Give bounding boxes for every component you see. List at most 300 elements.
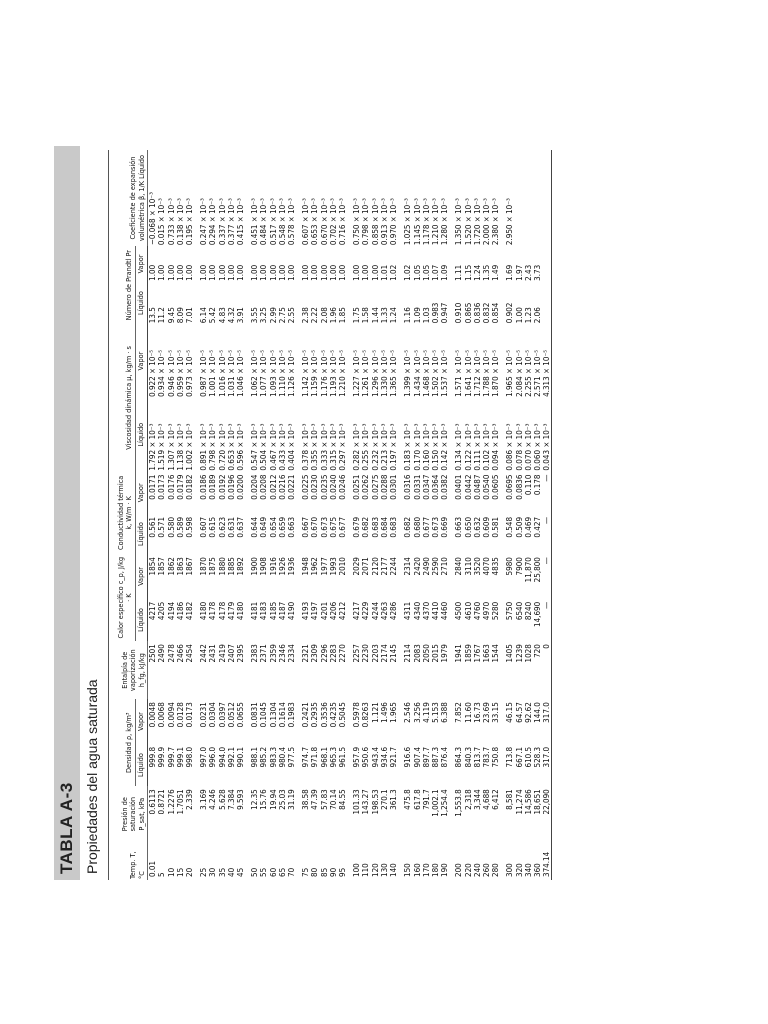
subheader-liquid: Líquido bbox=[135, 599, 147, 641]
cell-k-vapor: 0.0262 bbox=[361, 474, 371, 500]
cell-density-vapor: 1.496 bbox=[379, 702, 389, 723]
table-row bbox=[491, 150, 500, 880]
cell-cp-liquid: 6540 bbox=[514, 601, 524, 621]
cell-cp-vapor: 1862 bbox=[166, 557, 176, 576]
cell-pr-vapor: 3.73 bbox=[532, 264, 542, 281]
cell-temp: 15 bbox=[175, 867, 185, 877]
cell-beta-liquid: 1.350 × 10⁻³ bbox=[454, 198, 464, 246]
cell-density-vapor: 2.546 bbox=[403, 702, 413, 723]
cell-cp-vapor: 2071 bbox=[361, 557, 371, 576]
cell-k-vapor: 0.0316 bbox=[403, 474, 413, 500]
cell-temp: 60 bbox=[268, 867, 278, 877]
cell-pressure: 361.3 bbox=[389, 789, 399, 810]
cell-k-liquid: 0.667 bbox=[301, 516, 311, 538]
cell-k-liquid: 0.683 bbox=[370, 516, 380, 538]
cell-beta-liquid bbox=[542, 150, 552, 246]
table-row bbox=[371, 150, 380, 880]
cell-density-liquid: 713.8 bbox=[505, 746, 515, 768]
cell-mu-liquid: 0.197 × 10⁻³ bbox=[389, 423, 399, 471]
cell-pr-vapor: 1.15 bbox=[463, 264, 473, 281]
cell-enthalpy: 1405 bbox=[505, 644, 515, 663]
cell-pr-liquid: 3.91 bbox=[236, 307, 246, 324]
cell-enthalpy: 2270 bbox=[338, 644, 348, 663]
cell-mu-liquid: 0.891 × 10⁻³ bbox=[199, 423, 209, 471]
cell-enthalpy: 0 bbox=[542, 641, 552, 699]
cell-pr-liquid: 1.75 bbox=[352, 307, 362, 324]
table-row bbox=[167, 150, 176, 880]
cell-k-vapor: 0.0836 bbox=[514, 474, 524, 500]
cell-pressure: 31.19 bbox=[287, 789, 297, 810]
cell-beta-liquid: 0.451 × 10⁻³ bbox=[250, 198, 260, 246]
cell-cp-liquid: 14,690 bbox=[532, 601, 542, 627]
cell-cp-liquid: 4182 bbox=[185, 601, 195, 621]
cell-pr-liquid: 1.33 bbox=[379, 307, 389, 324]
cell-mu-liquid: 0.060 × 10⁻³ bbox=[532, 423, 542, 471]
cell-beta-liquid: 1.280 × 10⁻³ bbox=[440, 198, 450, 246]
cell-beta-liquid bbox=[515, 150, 524, 246]
cell-density-vapor: 144.0 bbox=[532, 702, 542, 723]
cell-beta-liquid: 1.720 × 10⁻³ bbox=[472, 198, 482, 246]
cell-enthalpy: 2383 bbox=[250, 644, 260, 663]
cell-mu-liquid: 1.002 × 10⁻³ bbox=[185, 423, 195, 471]
cell-mu-liquid: 0.122 × 10⁻³ bbox=[463, 423, 473, 471]
cell-cp-vapor: 4835 bbox=[491, 557, 501, 576]
cell-pr-vapor: 2.43 bbox=[523, 264, 533, 281]
header-beta: Coeficiente de expansión volumétrica β, 1/K Líquido bbox=[116, 150, 148, 246]
cell-k-vapor: 0.0695 bbox=[505, 474, 515, 500]
cell-pressure: 19.94 bbox=[268, 789, 278, 810]
cell-pr-vapor: 1.00 bbox=[250, 264, 260, 281]
cell-cp-vapor: 5980 bbox=[505, 557, 515, 576]
cell-temp: 25 bbox=[199, 867, 209, 877]
cell-pr-liquid: 1.00 bbox=[514, 307, 524, 324]
cell-cp-vapor: 1993 bbox=[328, 557, 338, 576]
cell-pressure: 791.7 bbox=[421, 789, 431, 810]
cell-pressure: 101.33 bbox=[352, 789, 362, 815]
cell-pressure: 1.2276 bbox=[166, 789, 176, 815]
cell-cp-vapor: 3520 bbox=[472, 557, 482, 576]
cell-pressure: 84.55 bbox=[338, 789, 348, 810]
cell-enthalpy: 2114 bbox=[403, 644, 413, 663]
cell-pressure: 0.6113 bbox=[148, 789, 158, 815]
cell-temp: 120 bbox=[370, 863, 380, 877]
cell-k-liquid: 0.670 bbox=[310, 516, 320, 538]
cell-beta-liquid: 0.517 × 10⁻³ bbox=[268, 198, 278, 246]
cell-cp-vapor: 1977 bbox=[319, 557, 329, 576]
table-row bbox=[227, 150, 236, 880]
table-row bbox=[413, 150, 422, 880]
cell-mu-vapor: 2.571 × 10⁻⁵ bbox=[532, 349, 542, 397]
table-row bbox=[245, 150, 259, 880]
cell-density-liquid: 934.6 bbox=[379, 746, 389, 768]
cell-pressure: 47.39 bbox=[310, 789, 320, 810]
cell-beta-liquid: 0.702 × 10⁻³ bbox=[328, 198, 338, 246]
cell-cp-vapor: 2010 bbox=[338, 557, 348, 576]
subheader-vapor: Vapor bbox=[135, 554, 147, 599]
cell-temp: 200 bbox=[454, 863, 464, 877]
cell-density-vapor: 0.0397 bbox=[217, 702, 227, 728]
cell-k-liquid: 0.654 bbox=[268, 516, 278, 538]
cell-density-vapor: 0.0831 bbox=[250, 702, 260, 728]
cell-mu-liquid: 0.102 × 10⁻³ bbox=[481, 423, 491, 471]
cell-pr-liquid: 0.832 bbox=[481, 302, 491, 324]
cell-pressure: 14,586 bbox=[523, 789, 533, 815]
cell-cp-liquid: 4206 bbox=[328, 601, 338, 621]
cell-density-liquid: 983.3 bbox=[268, 746, 278, 768]
saturated-water-table bbox=[116, 150, 552, 880]
cell-density-liquid: 667.1 bbox=[514, 746, 524, 768]
cell-density-liquid: 528.3 bbox=[532, 746, 542, 768]
cell-k-liquid: 0.589 bbox=[175, 516, 185, 538]
cell-cp-vapor: 25,800 bbox=[532, 557, 542, 583]
cell-temp: 220 bbox=[463, 863, 473, 877]
cell-cp-liquid: 4193 bbox=[301, 601, 311, 621]
cell-pr-liquid: 1.16 bbox=[403, 307, 413, 324]
cell-density-liquid: 999.8 bbox=[148, 746, 158, 768]
cell-pr-vapor: 1.07 bbox=[430, 264, 440, 281]
table-row bbox=[259, 150, 268, 880]
cell-k-vapor: 0.110 bbox=[523, 474, 533, 496]
cell-pressure: 475.8 bbox=[403, 789, 413, 810]
cell-temp: 10 bbox=[166, 867, 176, 877]
cell-cp-liquid: 4178 bbox=[208, 601, 218, 621]
cell-temp: 180 bbox=[430, 863, 440, 877]
cell-pr-vapor: 1.01 bbox=[379, 264, 389, 281]
cell-cp-liquid: 4186 bbox=[175, 601, 185, 621]
cell-mu-liquid: 0.333 × 10⁻³ bbox=[319, 423, 329, 471]
cell-mu-vapor: 0.987 × 10⁻⁵ bbox=[199, 349, 209, 397]
cell-cp-liquid: 4180 bbox=[199, 601, 209, 621]
cell-cp-vapor: 1875 bbox=[208, 557, 218, 576]
cell-cp-liquid: 4183 bbox=[259, 601, 269, 621]
cell-enthalpy: 1663 bbox=[481, 644, 491, 663]
cell-mu-liquid: 0.596 × 10⁻³ bbox=[236, 423, 246, 471]
cell-pr-vapor: 1.11 bbox=[454, 264, 464, 281]
cell-pr-vapor: 1.02 bbox=[389, 264, 399, 281]
table-row bbox=[473, 150, 482, 880]
cell-beta-liquid: 0.247 × 10⁻³ bbox=[199, 198, 209, 246]
cell-density-vapor: 0.3536 bbox=[319, 702, 329, 728]
cell-density-vapor: 1.121 bbox=[370, 702, 380, 723]
cell-density-vapor: 0.0304 bbox=[208, 702, 218, 728]
cell-density-vapor: 92.62 bbox=[523, 702, 533, 723]
cell-density-liquid: 992.1 bbox=[226, 746, 236, 768]
cell-mu-vapor: 0.959 × 10⁻⁵ bbox=[175, 349, 185, 397]
table-row bbox=[389, 150, 398, 880]
table-row bbox=[533, 150, 542, 880]
cell-cp-vapor: 1870 bbox=[199, 557, 209, 576]
cell-temp: 160 bbox=[412, 863, 422, 877]
cell-enthalpy: 1767 bbox=[472, 644, 482, 663]
cell-enthalpy: 2466 bbox=[175, 644, 185, 663]
cell-pr-vapor: 1.02 bbox=[403, 264, 413, 281]
cell-pr-vapor: 1.24 bbox=[472, 264, 482, 281]
cell-density-vapor: 0.1614 bbox=[277, 702, 287, 728]
cell-cp-liquid: 4370 bbox=[421, 601, 431, 621]
cell-density-vapor: 317.0 bbox=[542, 699, 552, 744]
cell-temp: 374.14 bbox=[542, 842, 552, 880]
cell-pr-liquid: 11.2 bbox=[157, 307, 167, 324]
table-row bbox=[464, 150, 473, 880]
cell-density-liquid: 907.4 bbox=[412, 746, 422, 768]
cell-pr-liquid: 6.14 bbox=[199, 307, 209, 324]
cell-pr-liquid: 0.865 bbox=[463, 302, 473, 324]
cell-density-vapor: 0.1983 bbox=[287, 702, 297, 728]
cell-cp-liquid: 4187 bbox=[277, 601, 287, 621]
cell-temp: 280 bbox=[491, 863, 501, 877]
cell-temp: 260 bbox=[481, 863, 491, 877]
cell-density-vapor: 16.73 bbox=[472, 702, 482, 723]
cell-k-liquid: 0.469 bbox=[523, 516, 533, 538]
cell-k-liquid: 0.659 bbox=[277, 516, 287, 538]
cell-mu-liquid: 0.094 × 10⁻³ bbox=[491, 423, 501, 471]
cell-density-vapor: 0.4235 bbox=[328, 702, 338, 728]
cell-mu-vapor: 1.870 × 10⁻⁵ bbox=[491, 349, 501, 397]
cell-density-vapor: 11.60 bbox=[463, 702, 473, 723]
cell-cp-liquid: 8240 bbox=[523, 601, 533, 621]
cell-density-vapor: 0.0173 bbox=[185, 702, 195, 728]
cell-cp-liquid: 4500 bbox=[454, 601, 464, 621]
cell-k-liquid: 0.637 bbox=[236, 516, 246, 538]
table-row bbox=[194, 150, 208, 880]
cell-pr-vapor: 1.09 bbox=[440, 264, 450, 281]
cell-k-liquid: 0.679 bbox=[352, 516, 362, 538]
cell-k-vapor: 0.0540 bbox=[481, 474, 491, 500]
cell-k-vapor: 0.0301 bbox=[389, 474, 399, 500]
cell-density-vapor: 0.2421 bbox=[301, 702, 311, 728]
cell-beta-liquid: 2.000 × 10⁻³ bbox=[481, 198, 491, 246]
cell-k-liquid: 0.561 bbox=[148, 516, 158, 538]
cell-cp-liquid: 4610 bbox=[463, 601, 473, 621]
cell-mu-liquid: 0.255 × 10⁻³ bbox=[361, 423, 371, 471]
cell-k-liquid: 0.677 bbox=[421, 516, 431, 538]
cell-k-vapor: 0.0186 bbox=[199, 474, 209, 500]
cell-temp: 130 bbox=[379, 863, 389, 877]
cell-density-vapor: 0.1304 bbox=[268, 702, 278, 728]
cell-pr-liquid: 7.01 bbox=[185, 307, 195, 324]
cell-mu-vapor: 0.973 × 10⁻⁵ bbox=[185, 349, 195, 397]
cell-k-liquid: 0.607 bbox=[199, 516, 209, 538]
cell-beta-liquid: 0.195 × 10⁻³ bbox=[185, 198, 195, 246]
cell-mu-vapor: 4.313 × 10⁻⁵ bbox=[542, 324, 552, 398]
cell-pressure: 15.76 bbox=[259, 789, 269, 810]
cell-mu-liquid: 0.111 × 10⁻³ bbox=[472, 423, 482, 471]
cell-k-liquid: 0.683 bbox=[389, 516, 399, 538]
table-row bbox=[208, 150, 217, 880]
subheader-liquid: Líquido bbox=[135, 282, 147, 324]
cell-mu-vapor: 1.965 × 10⁻⁵ bbox=[505, 349, 515, 397]
cell-k-liquid: 0.673 bbox=[430, 516, 440, 538]
cell-temp: 300 bbox=[505, 863, 515, 877]
cell-density-vapor: 7.852 bbox=[454, 702, 464, 723]
cell-mu-liquid: 0.798 × 10⁻³ bbox=[208, 423, 218, 471]
cell-beta-liquid: 0.716 × 10⁻³ bbox=[338, 198, 348, 246]
cell-density-liquid: 994.0 bbox=[217, 746, 227, 768]
cell-density-vapor: 0.2935 bbox=[310, 702, 320, 728]
cell-enthalpy: 2501 bbox=[148, 644, 158, 663]
cell-pressure: 1,553.8 bbox=[454, 789, 464, 817]
cell-density-liquid: 971.8 bbox=[310, 746, 320, 768]
cell-pr-vapor: 1.69 bbox=[505, 264, 515, 281]
cell-density-vapor: 5.153 bbox=[430, 702, 440, 723]
header-pressure: Presión de saturación P_sat, kPa bbox=[116, 786, 148, 842]
cell-beta-liquid: −0.068 × 10⁻³ bbox=[148, 192, 158, 246]
header-cp: Calor específico c_p, J/kg · K bbox=[116, 554, 135, 641]
cell-cp-vapor: 1900 bbox=[250, 557, 260, 576]
cell-pr-liquid: 1.24 bbox=[389, 307, 399, 324]
cell-cp-vapor: 1857 bbox=[157, 557, 167, 576]
table-row bbox=[269, 150, 278, 880]
cell-mu-liquid: 0.297 × 10⁻³ bbox=[338, 423, 348, 471]
cell-cp-vapor: 3110 bbox=[463, 557, 473, 576]
cell-mu-liquid: 0.315 × 10⁻³ bbox=[328, 423, 338, 471]
table-row bbox=[398, 150, 412, 880]
cell-enthalpy: 2407 bbox=[226, 644, 236, 663]
cell-k-vapor: 0.0288 bbox=[379, 474, 389, 500]
cell-mu-vapor: 2.084 × 10⁻⁵ bbox=[514, 349, 524, 397]
cell-mu-liquid: 0.433 × 10⁻³ bbox=[277, 423, 287, 471]
cell-k-liquid: 0.571 bbox=[157, 516, 167, 538]
cell-k-vapor: 0.0235 bbox=[319, 474, 329, 500]
cell-k-vapor: 0.0347 bbox=[421, 474, 431, 500]
cell-temp: 55 bbox=[259, 867, 269, 877]
cell-cp-liquid: 4970 bbox=[481, 601, 491, 621]
cell-k-vapor: 0.0364 bbox=[430, 474, 440, 500]
header-enthalpy: Entalpía de vaporización h_fg, kJ/kg bbox=[116, 641, 148, 699]
cell-temp: 70 bbox=[287, 867, 297, 877]
cell-k-liquid: 0.581 bbox=[491, 516, 501, 538]
cell-density-liquid: 783.7 bbox=[481, 746, 491, 768]
cell-mu-liquid: 1.307 × 10⁻³ bbox=[166, 423, 176, 471]
cell-density-vapor: 33.15 bbox=[491, 702, 501, 723]
table-row bbox=[347, 150, 361, 880]
cell-enthalpy: 1239 bbox=[514, 644, 524, 663]
table-row bbox=[338, 150, 347, 880]
cell-pr-liquid: 13.5 bbox=[148, 307, 158, 324]
cell-mu-vapor: 1.159 × 10⁻⁵ bbox=[310, 349, 320, 397]
cell-pressure: 11,274 bbox=[514, 789, 524, 815]
table-row bbox=[310, 150, 319, 880]
table-row bbox=[320, 150, 329, 880]
cell-pr-liquid: 5.42 bbox=[208, 307, 218, 324]
cell-enthalpy: 1544 bbox=[491, 644, 501, 663]
cell-pr-vapor: 1.00 bbox=[352, 264, 362, 281]
cell-k-liquid: 0.580 bbox=[166, 516, 176, 538]
cell-k-vapor: 0.0251 bbox=[352, 474, 362, 500]
cell-cp-liquid: 4205 bbox=[157, 601, 167, 621]
cell-density-vapor: 0.0128 bbox=[175, 702, 185, 728]
header-mu: Viscosidad dinámica μ, kg/m · s bbox=[116, 324, 135, 471]
table-row bbox=[542, 150, 552, 880]
cell-density-liquid: 887.3 bbox=[430, 746, 440, 768]
cell-enthalpy: 2359 bbox=[268, 644, 278, 663]
cell-density-vapor: 64.57 bbox=[514, 702, 524, 723]
table-title: Propiedades del agua saturada bbox=[84, 679, 100, 874]
cell-cp-vapor: 1885 bbox=[226, 557, 236, 576]
cell-mu-vapor: 1.227 × 10⁻⁵ bbox=[352, 349, 362, 397]
cell-mu-liquid: 0.720 × 10⁻³ bbox=[217, 423, 227, 471]
subheader-liquid: Líquido bbox=[135, 744, 147, 786]
cell-k-vapor: 0.0230 bbox=[310, 474, 320, 500]
cell-k-liquid: 0.509 bbox=[514, 516, 524, 538]
cell-density-liquid: 999.9 bbox=[157, 746, 167, 768]
cell-mu-vapor: 1.062 × 10⁻⁵ bbox=[250, 349, 260, 397]
cell-k-vapor: 0.0487 bbox=[472, 474, 482, 500]
cell-enthalpy: 720 bbox=[532, 644, 542, 658]
cell-density-liquid: 996.0 bbox=[208, 746, 218, 768]
cell-pr-vapor: 1.00 bbox=[268, 264, 278, 281]
cell-k-vapor: 0.0382 bbox=[440, 474, 450, 500]
table-row bbox=[431, 150, 440, 880]
cell-pressure: 4,688 bbox=[481, 789, 491, 810]
cell-mu-vapor: 1.365 × 10⁻⁵ bbox=[389, 349, 399, 397]
cell-cp-vapor: 2710 bbox=[440, 557, 450, 576]
cell-enthalpy: 1941 bbox=[454, 644, 464, 663]
cell-cp-liquid: 4179 bbox=[226, 601, 236, 621]
cell-k-liquid: — bbox=[542, 514, 552, 554]
cell-beta-liquid: 0.548 × 10⁻³ bbox=[277, 198, 287, 246]
cell-cp-liquid: 4178 bbox=[217, 601, 227, 621]
cell-pr-liquid: 4.83 bbox=[217, 307, 227, 324]
cell-density-liquid: 317.0 bbox=[542, 744, 552, 786]
cell-pr-liquid: 1.23 bbox=[523, 307, 533, 324]
cell-temp: 45 bbox=[236, 867, 246, 877]
cell-temp: 240 bbox=[472, 863, 482, 877]
table-row bbox=[449, 150, 463, 880]
cell-density-vapor: 3.256 bbox=[412, 702, 422, 723]
cell-density-liquid: 977.5 bbox=[287, 746, 297, 768]
cell-k-vapor: 0.0189 bbox=[208, 474, 218, 500]
table-row bbox=[157, 150, 166, 880]
cell-k-liquid: 0.677 bbox=[338, 516, 348, 538]
cell-pr-vapor: 1.00 bbox=[199, 264, 209, 281]
cell-pr-vapor: 1.00 bbox=[157, 264, 167, 281]
cell-pr-liquid: 4.32 bbox=[226, 307, 236, 324]
cell-density-liquid: 897.7 bbox=[421, 746, 431, 768]
cell-pr-liquid: 1.09 bbox=[412, 307, 422, 324]
cell-density-vapor: 0.5045 bbox=[338, 702, 348, 728]
cell-mu-vapor: 1.502 × 10⁻⁵ bbox=[430, 349, 440, 397]
cell-beta-liquid: 0.913 × 10⁻³ bbox=[379, 198, 389, 246]
cell-mu-vapor: 1.468 × 10⁻⁵ bbox=[421, 349, 431, 397]
cell-mu-vapor: 0.946 × 10⁻⁵ bbox=[166, 349, 176, 397]
cell-temp: 190 bbox=[440, 863, 450, 877]
cell-k-vapor: 0.0216 bbox=[277, 474, 287, 500]
cell-enthalpy: 2257 bbox=[352, 644, 362, 663]
cell-beta-liquid: 0.970 × 10⁻³ bbox=[389, 198, 399, 246]
cell-density-liquid: 997.0 bbox=[199, 746, 209, 768]
cell-mu-vapor: 1.296 × 10⁻⁵ bbox=[370, 349, 380, 397]
cell-k-liquid: 0.669 bbox=[440, 516, 450, 538]
cell-mu-vapor: 1.434 × 10⁻⁵ bbox=[412, 349, 422, 397]
cell-beta-liquid: 0.484 × 10⁻³ bbox=[259, 198, 269, 246]
cell-cp-vapor: — bbox=[542, 554, 552, 599]
cell-k-vapor: — bbox=[542, 472, 552, 514]
cell-temp: 90 bbox=[328, 867, 338, 877]
cell-mu-liquid: 0.504 × 10⁻³ bbox=[259, 423, 269, 471]
header-row-subs bbox=[135, 150, 147, 880]
cell-density-liquid: 968.1 bbox=[319, 746, 329, 768]
table-row bbox=[218, 150, 227, 880]
table-row bbox=[380, 150, 389, 880]
cell-pressure: 8,581 bbox=[505, 789, 515, 810]
cell-pr-vapor: 1.00 bbox=[259, 264, 269, 281]
cell-pr-vapor: 1.97 bbox=[514, 264, 524, 281]
cell-temp: 170 bbox=[421, 863, 431, 877]
cell-cp-vapor: 1908 bbox=[259, 557, 269, 576]
cell-cp-liquid: 4229 bbox=[361, 601, 371, 621]
cell-cp-vapor: 2244 bbox=[389, 557, 399, 576]
